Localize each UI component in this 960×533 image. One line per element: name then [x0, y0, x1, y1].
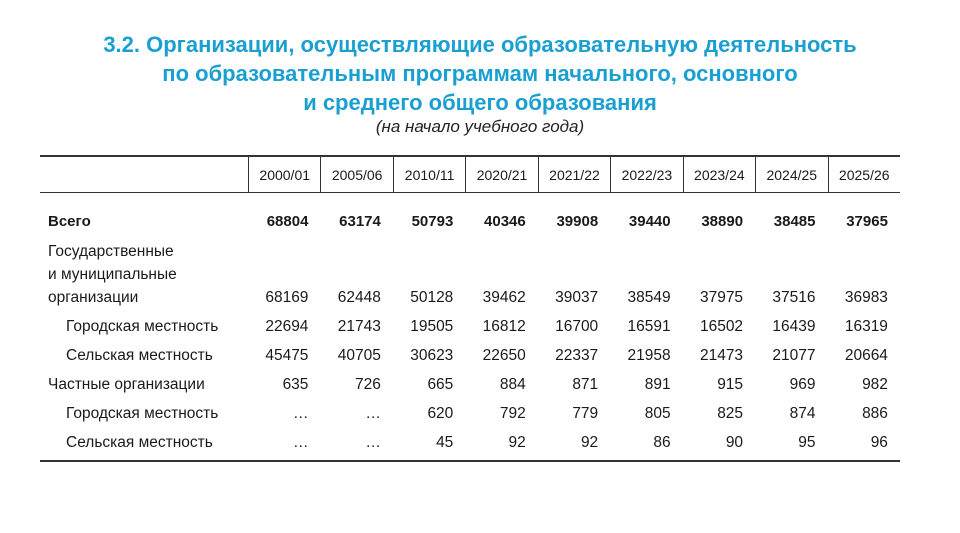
table-cell: 50128 — [410, 289, 454, 306]
table-cell: 38549 — [627, 289, 671, 306]
table-cell: 68169 — [265, 289, 309, 306]
table-cell: 86 — [653, 434, 671, 451]
table-cell: 95 — [798, 434, 816, 451]
table-cell: 665 — [427, 376, 454, 393]
year-header: 2020/21 — [465, 157, 537, 192]
row-label: Всего — [48, 213, 91, 230]
table-cell: 779 — [572, 405, 599, 422]
table-cell: 68804 — [266, 213, 309, 230]
table-cell: 50793 — [411, 213, 454, 230]
table-cell: 45475 — [265, 347, 309, 364]
table-cell: 805 — [644, 405, 671, 422]
table-cell: 45 — [436, 434, 454, 451]
table-cell: 63174 — [339, 213, 381, 230]
table-cell: 92 — [508, 434, 526, 451]
table-header — [40, 157, 900, 193]
table-cell: 39462 — [482, 289, 526, 306]
table-cell: 22694 — [265, 318, 309, 335]
table-cell: 39440 — [628, 213, 671, 230]
table-cell: 96 — [870, 434, 888, 451]
year-header: 2023/24 — [683, 157, 755, 192]
table-cell: 37975 — [699, 289, 744, 306]
table-cell: 969 — [789, 376, 816, 393]
table-cell: 92 — [580, 434, 599, 451]
table-row — [40, 338, 900, 367]
table-cell: 16502 — [699, 318, 744, 335]
page-subtitle: (на начало учебного года) — [375, 117, 585, 136]
table-cell: 39908 — [556, 213, 599, 230]
table-cell: 16439 — [772, 318, 816, 335]
table-cell: 871 — [572, 376, 599, 393]
table-cell: 21958 — [627, 347, 671, 364]
year-header: 2000/01 — [248, 157, 320, 192]
table-cell: 886 — [862, 405, 888, 422]
row-label: Городская местность — [66, 318, 219, 335]
table-cell: … — [292, 434, 309, 451]
row-label: Частные организации — [48, 376, 205, 393]
table-cell: 22337 — [555, 347, 599, 364]
table-row — [40, 309, 900, 338]
table-cell: 21743 — [337, 318, 381, 335]
title-line-2: по образовательным программам начального, основного — [162, 61, 798, 86]
table-cell: 635 — [282, 376, 309, 393]
table-cell: 16700 — [555, 318, 599, 335]
table-cell: 16591 — [627, 318, 671, 335]
table-cell: 37965 — [846, 213, 888, 230]
table-row-state — [40, 233, 900, 309]
year-header: 2022/23 — [610, 157, 682, 192]
table-cell: 40705 — [337, 347, 381, 364]
table-cell: 915 — [717, 376, 744, 393]
table-cell: … — [365, 405, 381, 422]
table-cell: 620 — [427, 405, 454, 422]
table-cell: 38890 — [701, 213, 744, 230]
table-cell: 21473 — [699, 347, 744, 364]
year-header: 2025/26 — [828, 157, 900, 192]
table-row-private — [40, 367, 900, 396]
table-row — [40, 425, 900, 454]
table-cell: 726 — [355, 376, 381, 393]
row-label: Сельская местность — [66, 347, 213, 364]
table-cell: 39037 — [555, 289, 599, 306]
table-cell: 30623 — [410, 347, 454, 364]
table-cell: 20664 — [844, 347, 888, 364]
year-header: 2005/06 — [320, 157, 392, 192]
table-cell: 874 — [789, 405, 816, 422]
table-cell: 19505 — [410, 318, 454, 335]
table-cell: 38485 — [773, 213, 816, 230]
table-row — [40, 396, 900, 425]
table-body — [40, 193, 900, 460]
table-cell: 62448 — [337, 289, 381, 306]
page-title — [0, 30, 960, 117]
row-label-line: и муниципальные — [48, 266, 177, 283]
table-row-total — [40, 203, 900, 233]
table-cell: 16319 — [844, 318, 888, 335]
table-cell: 884 — [499, 376, 526, 393]
row-label — [40, 240, 248, 309]
table-cell: 16812 — [482, 318, 526, 335]
year-header: 2021/22 — [538, 157, 610, 192]
table-cell: 90 — [725, 434, 744, 451]
year-header: 2010/11 — [393, 157, 465, 192]
table-cell: 37516 — [772, 289, 816, 306]
table-cell: 36983 — [844, 289, 888, 306]
row-label: Сельская местность — [66, 434, 213, 451]
row-label-line: организации — [48, 289, 139, 306]
title-line-3: и среднего общего образования — [303, 90, 657, 115]
table-cell: 40346 — [484, 213, 526, 230]
table-cell: 21077 — [772, 347, 816, 364]
header-label-cell — [40, 157, 248, 192]
title-line-1: 3.2. Организации, осуществляющие образовательную деятельность — [103, 32, 857, 57]
table-cell: … — [292, 405, 309, 422]
table-cell: 792 — [499, 405, 526, 422]
row-label-line: Государственные — [48, 243, 174, 260]
table-cell: 22650 — [482, 347, 526, 364]
table-cell: 891 — [644, 376, 671, 393]
year-header: 2024/25 — [755, 157, 827, 192]
table-cell: 825 — [717, 405, 744, 422]
table-cell: 982 — [862, 376, 888, 393]
table-cell: … — [365, 434, 381, 451]
data-table — [40, 155, 900, 462]
row-label: Городская местность — [66, 405, 219, 422]
